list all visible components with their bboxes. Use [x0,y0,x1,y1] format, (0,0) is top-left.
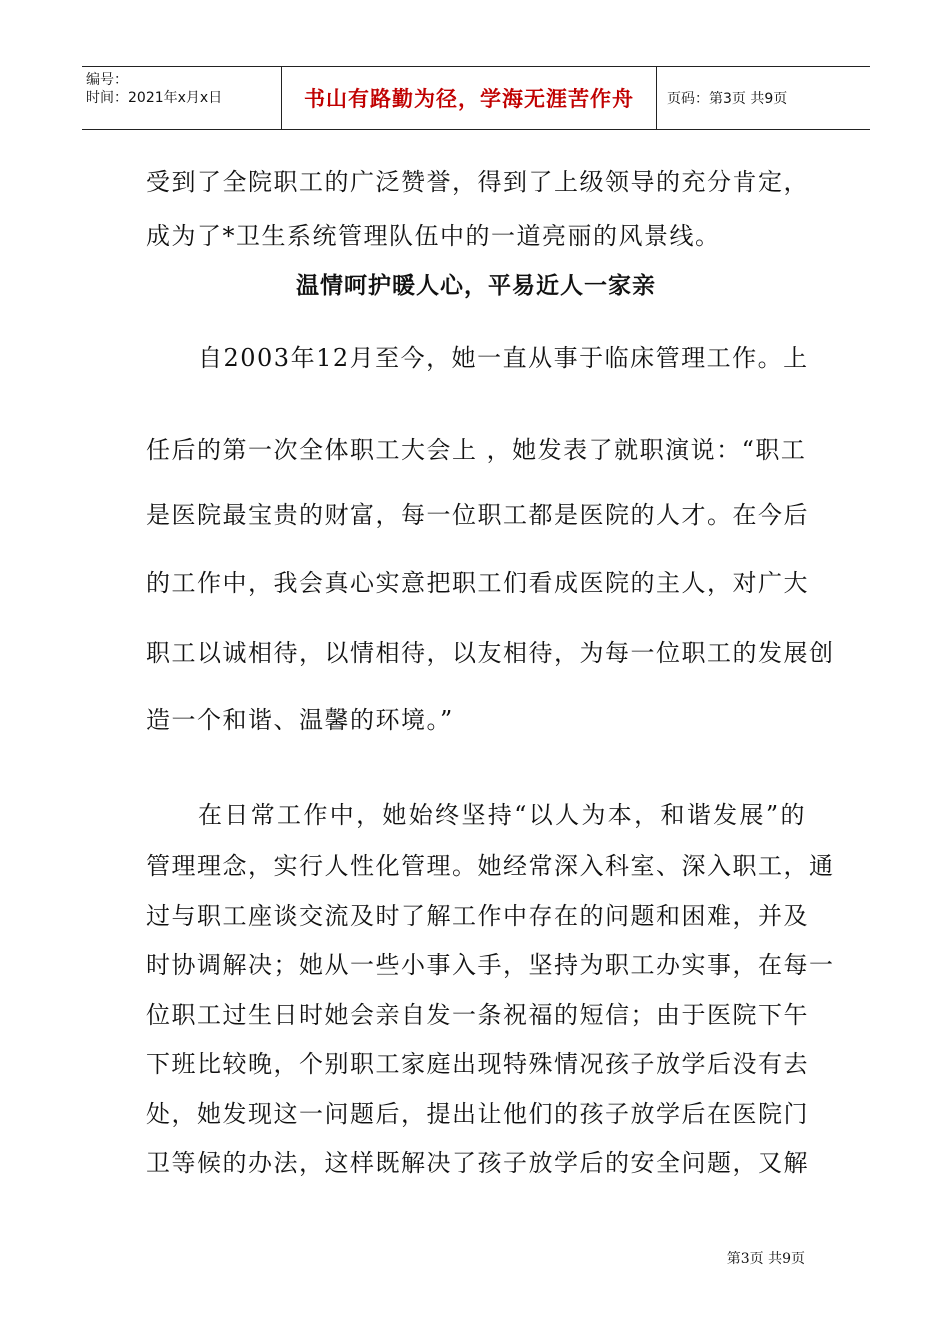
header-page-number: 页码：第3页 共9页 [667,91,788,107]
body-line: 造一个和谐、温馨的环境。” [146,706,454,734]
body-line: 任后的第一次全体职工大会上 ，她发表了就职演说：“职工 [146,436,807,464]
body-line: 在日常工作中，她始终坚持“以人为本，和谐发展”的 [198,801,806,829]
body-line: 下班比较晚，个别职工家庭出现特殊情况孩子放学后没有去 [146,1050,809,1078]
body-line: 自2003年12月至今，她一直从事于临床管理工作。上 [198,344,809,372]
body-line: 时协调解决；她从一些小事入手，坚持为职工办实事，在每一 [146,951,835,979]
header-meta [82,67,282,129]
body-line: 过与职工座谈交流及时了解工作中存在的问题和困难，并及 [146,902,809,930]
body-line: 卫等候的办法，这样既解决了孩子放学后的安全问题，又解 [146,1149,809,1177]
body-line: 职工以诚相待，以情相待，以友相待，为每一位职工的发展创 [146,639,835,667]
document-number: 编号： [86,72,128,88]
section-heading: 温情呵护暖人心，平易近人一家亲 [296,272,656,299]
body-line: 成为了*卫生系统管理队伍中的一道亮丽的风景线。 [146,222,721,250]
header-motto: 书山有路勤为径，学海无涯苦作舟 [282,67,657,129]
body-line: 处，她发现这一问题后，提出让他们的孩子放学后在医院门 [146,1100,809,1128]
body-line: 的工作中，我会真心实意把职工们看成医院的主人，对广大 [146,569,809,597]
body-line: 是医院最宝贵的财富，每一位职工都是医院的人才。在今后 [146,501,809,529]
body-line: 位职工过生日时她会亲自发一条祝福的短信；由于医院下午 [146,1001,809,1029]
page-header [82,66,870,130]
body-line: 受到了全院职工的广泛赞誉，得到了上级领导的充分肯定， [146,168,809,196]
page-footer: 第3页 共9页 [726,1251,805,1267]
body-line: 管理理念，实行人性化管理。她经常深入科室、深入职工，通 [146,852,835,880]
document-date: 时间：2021年x月x日 [86,90,223,106]
